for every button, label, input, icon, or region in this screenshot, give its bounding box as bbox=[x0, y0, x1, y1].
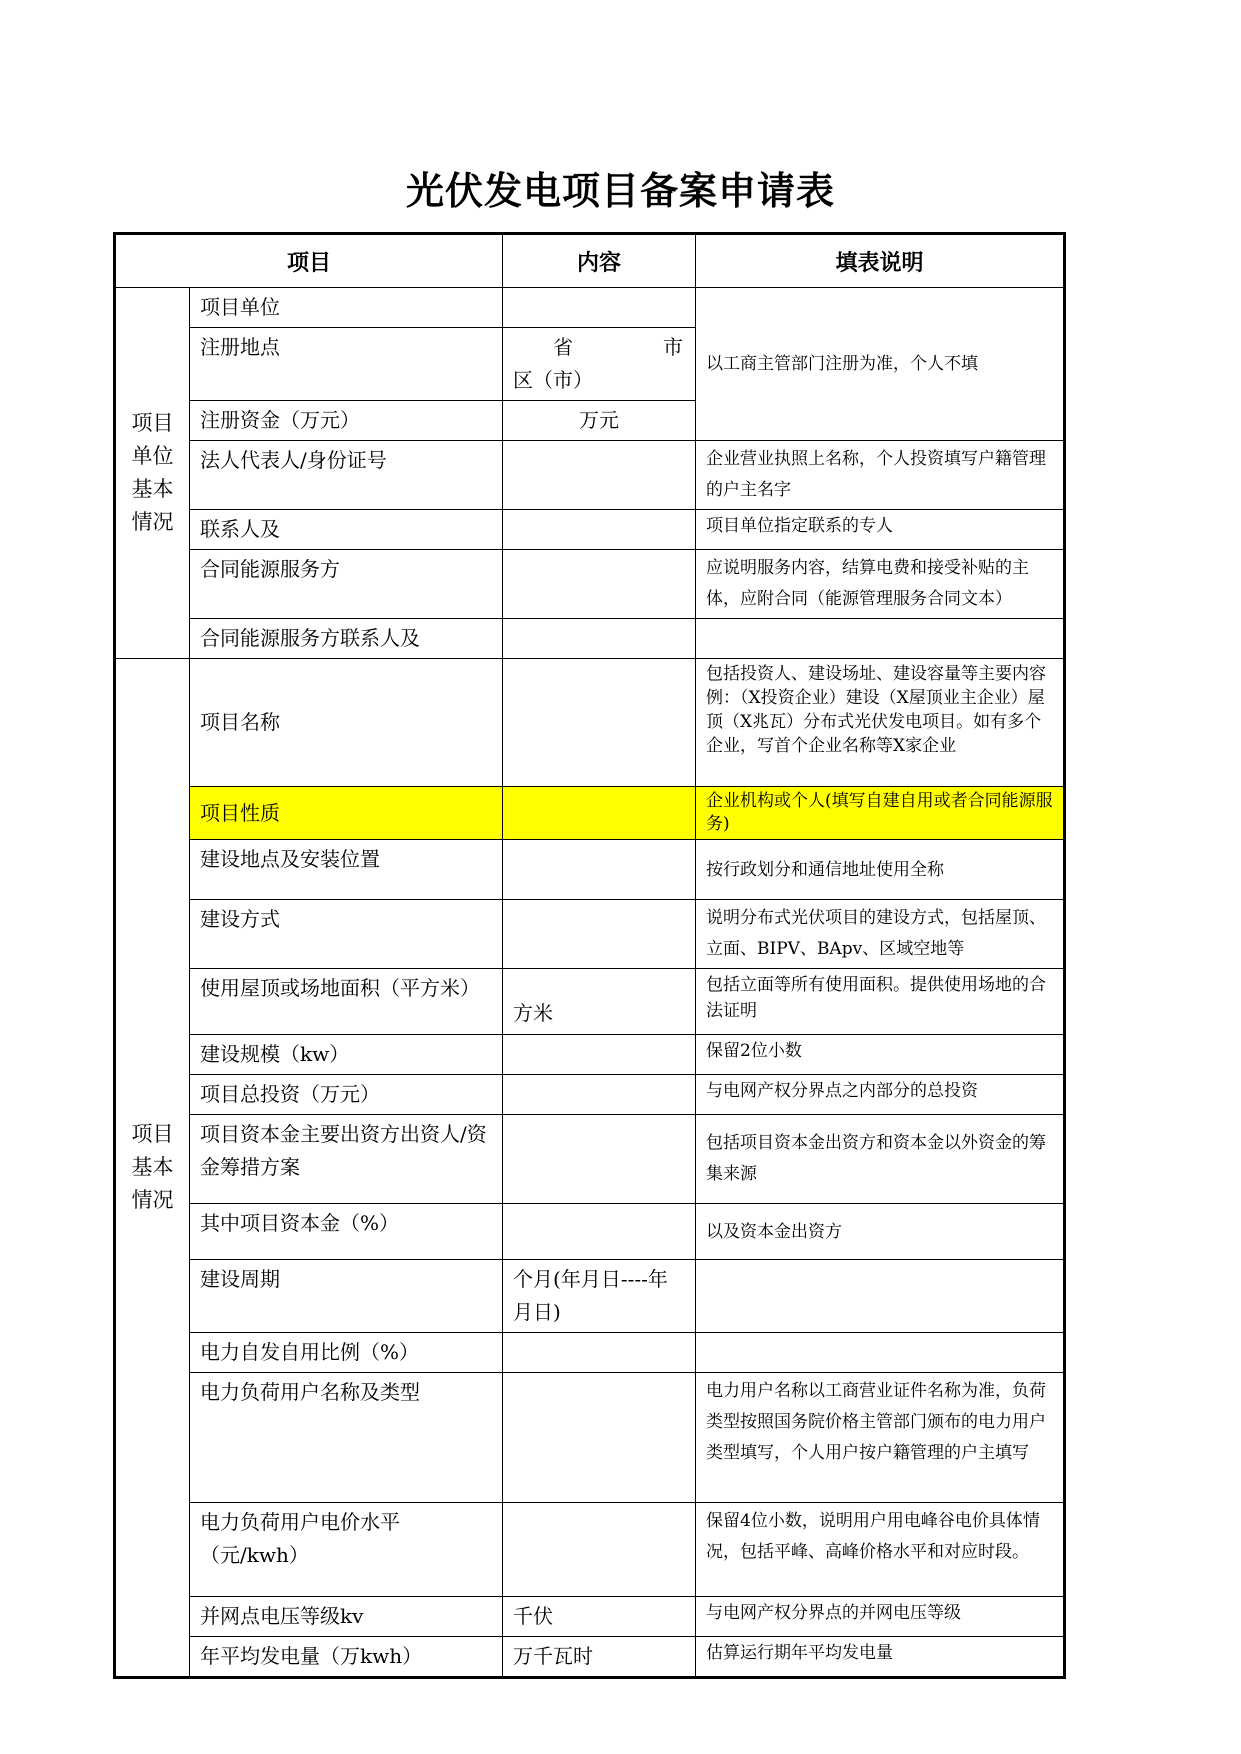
table-row bbox=[115, 1204, 1065, 1260]
table-row bbox=[115, 1503, 1065, 1597]
field-label: 建设地点及安装位置 bbox=[190, 840, 503, 900]
field-input[interactable] bbox=[503, 1075, 696, 1115]
field-note bbox=[696, 619, 1065, 659]
field-input[interactable] bbox=[503, 1333, 696, 1373]
field-note bbox=[696, 1333, 1065, 1373]
filing-form-table bbox=[113, 232, 1066, 1679]
table-row bbox=[115, 1333, 1065, 1373]
header-note: 填表说明 bbox=[696, 234, 1065, 288]
field-note: 电力用户名称以工商营业证件名称为准，负荷类型按照国务院价格主管部门颁布的电力用户类型填写，个人用户按户籍管理的户主填写 bbox=[696, 1373, 1065, 1503]
field-input[interactable] bbox=[503, 510, 696, 550]
field-note: 与电网产权分界点的并网电压等级 bbox=[696, 1597, 1065, 1637]
field-input[interactable]: 方米 bbox=[503, 969, 696, 1035]
field-label: 法人代表人/身份证号 bbox=[190, 441, 503, 510]
field-input[interactable] bbox=[503, 1115, 696, 1204]
table-row bbox=[115, 840, 1065, 900]
field-input[interactable]: 个月(年月日----年月日) bbox=[503, 1260, 696, 1333]
field-label: 建设周期 bbox=[190, 1260, 503, 1333]
table-row bbox=[115, 619, 1065, 659]
field-note: 企业机构或个人(填写自建自用或者合同能源服务) bbox=[696, 787, 1065, 840]
field-note: 项目单位指定联系的专人 bbox=[696, 510, 1065, 550]
table-row bbox=[115, 1115, 1065, 1204]
group-label-unit: 项目单位基本情况 bbox=[115, 288, 190, 659]
field-label: 建设方式 bbox=[190, 900, 503, 969]
field-note bbox=[696, 1260, 1065, 1333]
field-input[interactable]: 省 市 区（市） bbox=[503, 328, 696, 401]
field-input[interactable] bbox=[503, 1373, 696, 1503]
field-input[interactable]: 万元 bbox=[503, 401, 696, 441]
field-label: 项目性质 bbox=[190, 787, 503, 840]
table-row bbox=[115, 1637, 1065, 1678]
field-note: 应说明服务内容，结算电费和接受补贴的主体，应附合同（能源管理服务合同文本） bbox=[696, 550, 1065, 619]
field-note: 包括立面等所有使用面积。提供使用场地的合法证明 bbox=[696, 969, 1065, 1035]
field-input[interactable] bbox=[503, 1204, 696, 1260]
field-label: 其中项目资本金（%） bbox=[190, 1204, 503, 1260]
table-row bbox=[115, 900, 1065, 969]
field-label: 使用屋顶或场地面积（平方米） bbox=[190, 969, 503, 1035]
table-row bbox=[115, 1260, 1065, 1333]
field-label: 项目总投资（万元） bbox=[190, 1075, 503, 1115]
field-label: 建设规模（kw） bbox=[190, 1035, 503, 1075]
table-row-highlighted bbox=[115, 787, 1065, 840]
field-input[interactable] bbox=[503, 288, 696, 328]
field-note: 与电网产权分界点之内部分的总投资 bbox=[696, 1075, 1065, 1115]
field-input[interactable] bbox=[503, 1503, 696, 1597]
field-label: 联系人及 bbox=[190, 510, 503, 550]
field-label: 合同能源服务方 bbox=[190, 550, 503, 619]
table-row bbox=[115, 510, 1065, 550]
table-row bbox=[115, 1597, 1065, 1637]
table-row bbox=[115, 1035, 1065, 1075]
field-note: 以工商主管部门注册为准，个人不填 bbox=[696, 288, 1065, 441]
header-item: 项目 bbox=[115, 234, 503, 288]
field-note: 保留4位小数，说明用户用电峰谷电价具体情况，包括平峰、高峰价格水平和对应时段。 bbox=[696, 1503, 1065, 1597]
field-input[interactable] bbox=[503, 900, 696, 969]
field-note: 包括投资人、建设场址、建设容量等主要内容例：（X投资企业）建设（X屋顶业主企业）屋顶（X兆瓦）分布式光伏发电项目。如有多个企业，写首个企业名称等X家企业 bbox=[696, 659, 1065, 787]
field-label: 年平均发电量（万kwh） bbox=[190, 1637, 503, 1678]
table-row bbox=[115, 1075, 1065, 1115]
table-row bbox=[115, 441, 1065, 510]
table-row bbox=[115, 550, 1065, 619]
table-row bbox=[115, 1373, 1065, 1503]
field-label: 项目单位 bbox=[190, 288, 503, 328]
field-label: 合同能源服务方联系人及 bbox=[190, 619, 503, 659]
field-note: 保留2位小数 bbox=[696, 1035, 1065, 1075]
field-input[interactable] bbox=[503, 787, 696, 840]
field-label: 项目名称 bbox=[190, 659, 503, 787]
field-note: 企业营业执照上名称，个人投资填写户籍管理的户主名字 bbox=[696, 441, 1065, 510]
table-row bbox=[115, 969, 1065, 1035]
table-row bbox=[115, 659, 1065, 787]
field-input[interactable] bbox=[503, 1035, 696, 1075]
page-title: 光伏发电项目备案申请表 bbox=[405, 168, 835, 213]
field-label: 注册地点 bbox=[190, 328, 503, 401]
group-label-project: 项目基本情况 bbox=[115, 659, 190, 1678]
field-input[interactable] bbox=[503, 840, 696, 900]
field-label: 项目资本金主要出资方出资人/资金筹措方案 bbox=[190, 1115, 503, 1204]
field-label: 并网点电压等级kv bbox=[190, 1597, 503, 1637]
field-label: 电力负荷用户电价水平（元/kwh） bbox=[190, 1503, 503, 1597]
table-row bbox=[115, 288, 1065, 328]
field-input[interactable] bbox=[503, 441, 696, 510]
field-note: 以及资本金出资方 bbox=[696, 1204, 1065, 1260]
field-label: 注册资金（万元） bbox=[190, 401, 503, 441]
field-input[interactable] bbox=[503, 619, 696, 659]
field-label: 电力自发自用比例（%） bbox=[190, 1333, 503, 1373]
field-label: 电力负荷用户名称及类型 bbox=[190, 1373, 503, 1503]
header-content: 内容 bbox=[503, 234, 696, 288]
field-input[interactable] bbox=[503, 659, 696, 787]
field-input[interactable]: 千伏 bbox=[503, 1597, 696, 1637]
table-header-row bbox=[115, 234, 1065, 288]
field-note: 包括项目资本金出资方和资本金以外资金的筹集来源 bbox=[696, 1115, 1065, 1204]
field-note: 按行政划分和通信地址使用全称 bbox=[696, 840, 1065, 900]
field-note: 估算运行期年平均发电量 bbox=[696, 1637, 1065, 1678]
field-note: 说明分布式光伏项目的建设方式，包括屋顶、立面、BIPV、BApv、区域空地等 bbox=[696, 900, 1065, 969]
field-input[interactable]: 万千瓦时 bbox=[503, 1637, 696, 1678]
field-input[interactable] bbox=[503, 550, 696, 619]
